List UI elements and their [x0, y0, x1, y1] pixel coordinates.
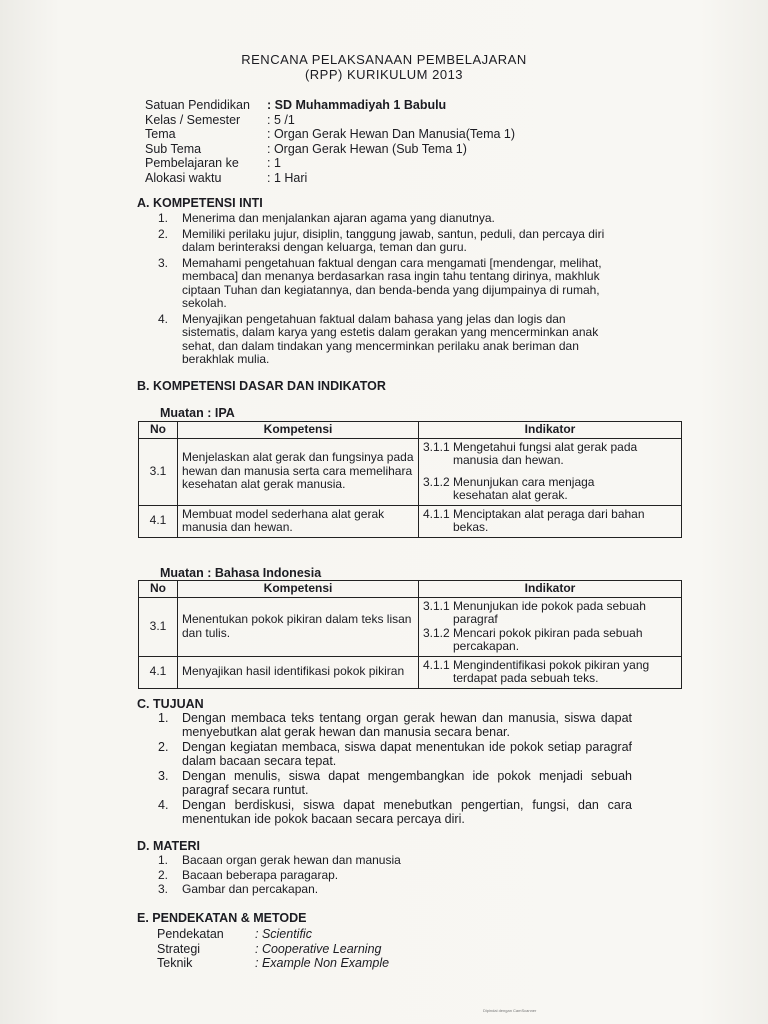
table-header-row — [139, 422, 682, 439]
list-item: 1. Menerima dan menjalankan ajaran agama yang dianutnya. — [158, 211, 495, 225]
kompetensi-inti-list — [158, 212, 618, 369]
indikator-item: 3.1.1 Mengetahui fungsi alat gerak pada manusia dan hewan. — [423, 439, 638, 467]
list-item: 2. Dengan kegiatan membaca, siswa dapat menentukan ide pokok setiap paragraf dalam bacaan secara tepat. — [158, 740, 632, 768]
section-heading-tujuan: C. TUJUAN — [137, 697, 204, 711]
pendekatan-row: Strategi : Cooperative Learning — [157, 941, 382, 956]
list-item: 1. Dengan membaca teks tentang organ gerak hewan dan manusia, siswa dapat menyebutkan alat gerak hewan dan manusia secara benar. — [158, 711, 632, 739]
indikator-item: 3.1.1 Menunjukan ide pokok pada sebuah paragraf — [423, 598, 646, 626]
table-row: 4.1 Membuat model sederhana alat gerak manusia dan hewan. 4.1.1 Menciptakan alat peraga dari bahan bekas. — [139, 505, 682, 537]
pendekatan-block — [157, 927, 389, 971]
list-item: 4. Dengan berdiskusi, siswa dapat menebutkan pengertian, fungsi, dan cara menentukan ide pokok bacaan secara percaya diri. — [158, 798, 632, 826]
indikator-item: 4.1.1 Mengindentifikasi pokok pikiran yang terdapat pada sebuah teks. — [423, 657, 650, 685]
header-kompetensi: Kompetensi — [178, 422, 419, 439]
table-row: 4.1 Menyajikan hasil identifikasi pokok pikiran 4.1.1 Mengindentifikasi pokok pikiran yang terdapat pada sebuah teks. — [139, 656, 682, 688]
identity-block — [145, 98, 515, 185]
pendekatan-row: Teknik : Example Non Example — [157, 956, 390, 970]
muatan-ipa-title: Muatan : IPA — [160, 406, 235, 420]
header-indikator: Indikator — [419, 422, 682, 439]
section-heading-pendekatan: E. PENDEKATAN & METODE — [137, 911, 307, 925]
identity-row: Tema : Organ Gerak Hewan Dan Manusia(Tema 1) — [145, 127, 516, 141]
header-no: No — [139, 422, 178, 439]
table-header-row — [139, 581, 682, 598]
pendekatan-row: Pendekatan : Scientific — [157, 927, 312, 941]
document-title: RENCANA PELAKSANAAN PEMBELAJARAN — [241, 52, 527, 67]
list-item: 3. Memahami pengetahuan faktual dengan cara mengamati [mendengar, melihat, membaca] dan menanya berdasarkan rasa ingin tahu tentang dirinya, makhluk ciptaan Tuhan dan kegiatannya, dan benda-benda yang dijumpainya di rumah, sekolah. — [158, 255, 602, 310]
header-no: No — [139, 581, 178, 598]
list-item: 4. Menyajikan pengetahuan faktual dalam bahasa yang jelas dan logis dan sistematis, dalam karya yang estetis dalam gerakan yang mencerminkan anak sehat, dan dalam tindakan yang mencerminkan perilaku anak beriman dan berakhlak mulia. — [158, 311, 599, 366]
identity-row: Satuan Pendidikan : SD Muhammadiyah 1 Babulu — [145, 98, 447, 112]
document-subtitle: (RPP) KURIKULUM 2013 — [304, 67, 464, 82]
indikator-item: 4.1.1 Menciptakan alat peraga dari bahan bekas. — [423, 506, 645, 534]
identity-row: Pembelajaran ke : 1 — [145, 156, 281, 170]
table-row: 3.1 Menentukan pokok pikiran dalam teks lisan dan tulis. 3.1.1 Menunjukan ide pokok pada sebuah paragraf 3.1.2 Mencari pokok pikiran pada sebuah percakapan. — [139, 597, 682, 656]
muatan-bindo-title: Muatan : Bahasa Indonesia — [160, 566, 322, 580]
identity-row: Kelas / Semester : 5 /1 — [145, 112, 295, 127]
table-ipa — [138, 421, 682, 538]
indikator-item: 3.1.2 Menunjukan cara menjaga kesehatan alat gerak. — [423, 474, 595, 502]
list-item: 1. Bacaan organ gerak hewan dan manusia — [158, 853, 401, 867]
header-kompetensi: Kompetensi — [178, 581, 419, 598]
list-item: 2. Memiliki perilaku jujur, disiplin, tanggung jawab, santun, peduli, dan percaya diri dalam berinteraksi dengan keluarga, teman dan guru. — [158, 226, 605, 254]
section-heading-kompetensi-dasar: B. KOMPETENSI DASAR DAN INDIKATOR — [137, 379, 386, 393]
header-indikator: Indikator — [419, 581, 682, 598]
tujuan-list — [158, 712, 632, 828]
table-bahasa-indonesia — [138, 580, 682, 689]
list-item: 3. Dengan menulis, siswa dapat mengembangkan ide pokok menjadi sebuah paragraf secara runtut. — [158, 769, 632, 797]
list-item: 2. Bacaan beberapa paragarap. — [158, 867, 339, 882]
list-item: 3. Gambar dan percakapan. — [158, 882, 319, 896]
materi-list — [158, 854, 618, 898]
scanner-watermark: Dipindai dengan CamScanner — [483, 1008, 537, 1013]
indikator-item: 3.1.2 Mencari pokok pikiran pada sebuah percakapan. — [423, 625, 643, 653]
section-heading-kompetensi-inti: A. KOMPETENSI INTI — [137, 196, 263, 210]
identity-row: Sub Tema : Organ Gerak Hewan (Sub Tema 1) — [145, 141, 467, 156]
section-heading-materi: D. MATERI — [137, 839, 200, 853]
table-row: 3.1 Menjelaskan alat gerak dan fungsinya pada hewan dan manusia serta cara memelihara kesehatan alat gerak manusia. 3.1.1 Mengetahui fungsi alat gerak pada manusia dan hewan. 3.1.2 Menunjukan cara menjaga kesehatan alat gerak. — [139, 438, 682, 505]
identity-row: Alokasi waktu : 1 Hari — [145, 170, 308, 185]
